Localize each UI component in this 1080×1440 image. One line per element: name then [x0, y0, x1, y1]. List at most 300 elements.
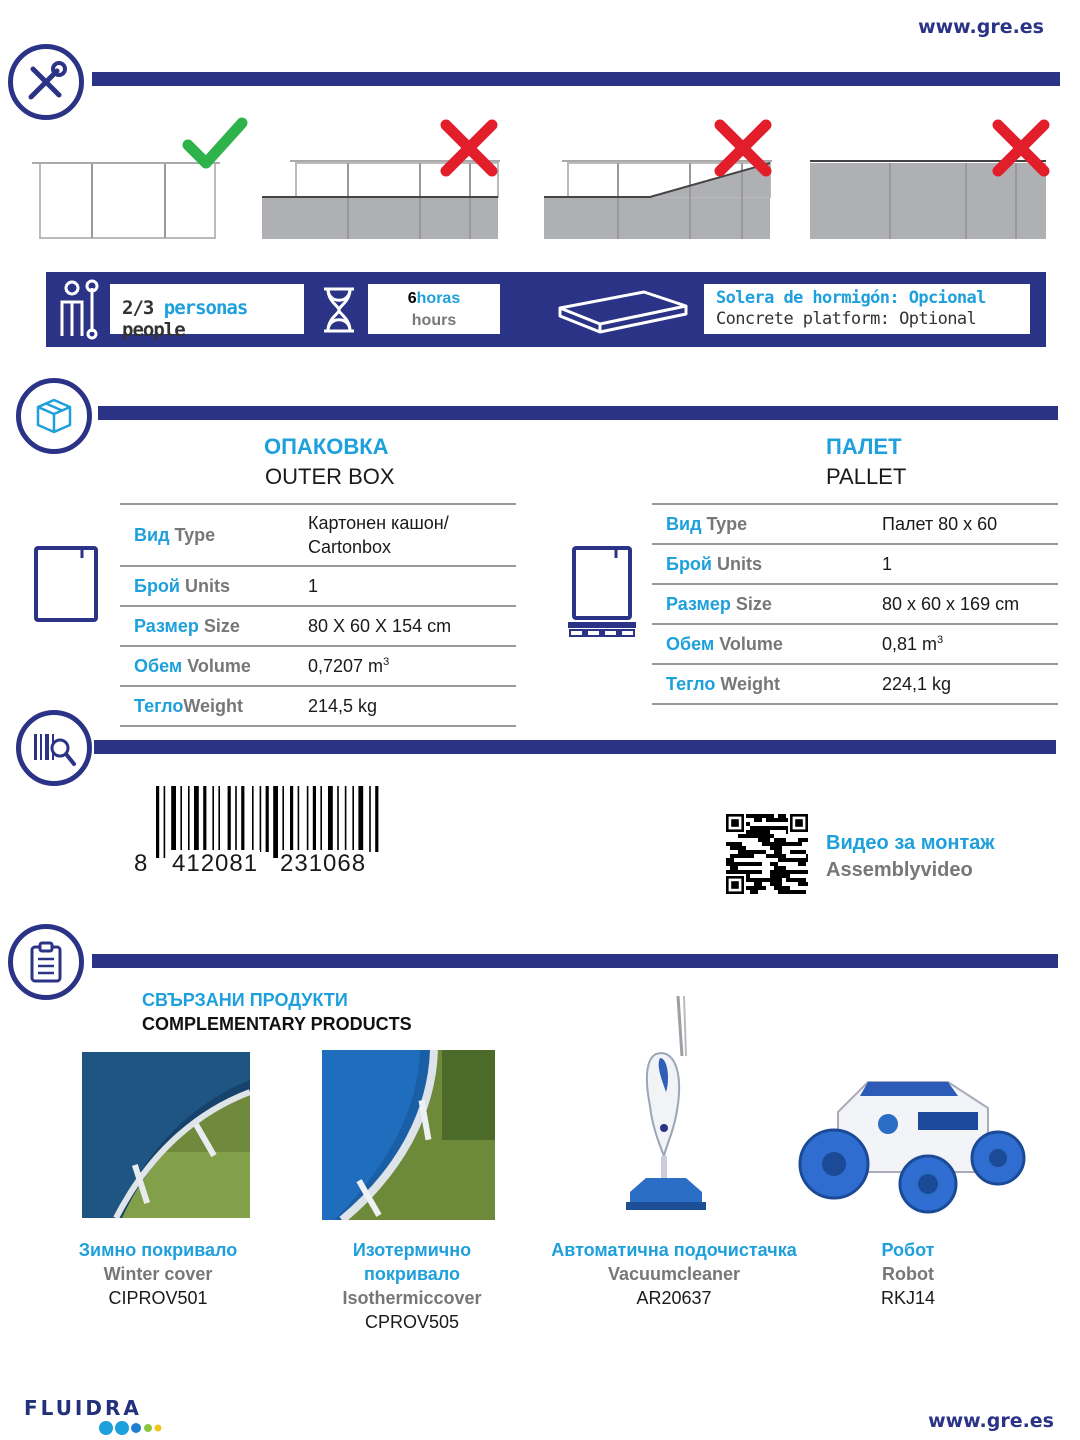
qr-module [798, 850, 802, 854]
row-value-line2: Cartonbox [308, 537, 392, 557]
qr-module [802, 870, 806, 874]
qr-module [798, 878, 802, 882]
qr-module [770, 818, 774, 822]
barcode-bar [171, 786, 176, 852]
qr-module [750, 834, 754, 838]
qr-module [738, 834, 742, 838]
qr-module [750, 878, 754, 882]
qr-module [782, 870, 786, 874]
table-row: Обем Volume 0,81 $m^3$ [652, 624, 1058, 664]
website-url-bottom[interactable]: www.gre.es [928, 1410, 1054, 1432]
qr-module [782, 874, 786, 878]
qr-module [802, 838, 806, 842]
qr-module [742, 834, 746, 838]
qr-module [730, 870, 734, 874]
qr-module [778, 866, 782, 870]
qr-module [762, 886, 766, 890]
qr-module [798, 882, 802, 886]
qr-module [730, 846, 734, 850]
qr-module [798, 858, 802, 862]
qr-module [750, 854, 754, 858]
qr-module [806, 854, 808, 858]
product-name-en: Isothermiccover [342, 1288, 482, 1308]
product-name-en: Vacuumcleaner [607, 1264, 741, 1284]
clipboard-icon [8, 924, 84, 1000]
qr-module [766, 826, 770, 830]
qr-module [762, 834, 766, 838]
qr-module [746, 814, 750, 818]
row-key-en: Type [174, 524, 216, 545]
qr-module [746, 834, 750, 838]
table-row [120, 504, 516, 566]
qr-module [734, 842, 738, 846]
qr-module [746, 830, 750, 834]
workers-icon [56, 278, 102, 340]
related-title-en: COMPLEMENTARY PRODUCTS [142, 1014, 412, 1034]
qr-module [734, 866, 738, 870]
qr-module [794, 850, 798, 854]
barcode-bar [228, 786, 231, 852]
qr-module [782, 818, 786, 822]
product-vacuum-cleaner[interactable] [540, 1238, 808, 1310]
qr-module [758, 826, 762, 830]
platform-box [704, 284, 1030, 334]
qr-module [734, 862, 738, 866]
qr-module [730, 842, 734, 846]
qr-module [806, 838, 808, 842]
video-label-bg[interactable]: Видео за монтаж [826, 832, 995, 854]
qr-module [730, 862, 734, 866]
qr-module [770, 874, 774, 878]
qr-module [774, 862, 778, 866]
qr-module [790, 842, 794, 846]
pallet-icon [566, 546, 638, 638]
qr-module [754, 814, 758, 818]
qr-module [794, 858, 798, 862]
qr-module [774, 854, 778, 858]
qr-module [731, 881, 739, 889]
pool-on-slope [544, 125, 772, 239]
people-label-en: people [122, 319, 185, 341]
platform-label-en: Concrete platform: Optional [716, 309, 977, 329]
qr-module [798, 862, 802, 866]
row-value: 1 [294, 566, 516, 606]
qr-module [750, 886, 754, 890]
time-count: 6 [407, 290, 417, 307]
barcode-search-icon [16, 710, 92, 786]
qr-module [770, 826, 774, 830]
qr-module [738, 842, 742, 846]
qr-module [778, 882, 782, 886]
qr-module [746, 862, 750, 866]
product-code: CIPROV501 [108, 1288, 208, 1308]
qr-module [750, 814, 754, 818]
table-row: Вид Type Палет 80 x 60 [652, 504, 1058, 544]
row-value: 80 x 60 x 169 cm [868, 584, 1058, 624]
qr-module [778, 870, 782, 874]
qr-module [774, 838, 778, 842]
barcode-bar [328, 786, 333, 852]
qr-module [726, 858, 730, 862]
qr-module [778, 850, 782, 854]
qr-module [795, 819, 803, 827]
qr-module [770, 834, 774, 838]
barcode-bar [290, 786, 293, 852]
qr-module [802, 862, 806, 866]
product-name-bg: Автоматична подочистачка [551, 1240, 797, 1260]
qr-module [770, 878, 774, 882]
product-name-bg: Зимно покривало [78, 1240, 238, 1260]
row-value: 214,5 kg [294, 686, 516, 726]
qr-module [766, 854, 770, 858]
qr-module [754, 818, 758, 822]
qr-module [758, 886, 762, 890]
people-label-es: personas [163, 297, 248, 319]
qr-module [734, 870, 738, 874]
qr-module [766, 834, 770, 838]
platform-label-es: Solera de hormigón: Opcional [716, 288, 986, 308]
barcode-bar [298, 786, 300, 852]
qr-module [734, 846, 738, 850]
barcode-bar [273, 786, 278, 858]
barcode-bar [358, 786, 363, 852]
barcode-bar [337, 786, 339, 852]
qr-module [754, 862, 758, 866]
barcode-bar [266, 786, 269, 852]
row-value: 224,1 kg [868, 664, 1058, 704]
qr-module [782, 854, 786, 858]
qr-module [754, 850, 758, 854]
qr-module [766, 814, 770, 818]
qr-module [742, 854, 746, 858]
qr-module [798, 838, 802, 842]
fluidra-logo: FLUIDRA [24, 1396, 168, 1436]
qr-module [758, 878, 762, 882]
product-name-bg-2: покривало [364, 1264, 460, 1284]
barcode-bar [260, 786, 262, 852]
qr-module [750, 850, 754, 854]
qr-module [738, 846, 742, 850]
barcode-digits-left: 412081 [172, 850, 259, 877]
pool-fully-buried [810, 125, 1046, 239]
qr-module [786, 874, 790, 878]
qr-module [774, 850, 778, 854]
qr-module [734, 854, 738, 858]
qr-module [778, 838, 782, 842]
tools-icon [8, 44, 84, 120]
qr-module [786, 842, 790, 846]
row-key-bg: Вид [134, 524, 170, 545]
outer-box-title: ОПАКОВКА [264, 434, 389, 459]
qr-module [774, 886, 778, 890]
qr-module [778, 890, 782, 894]
qr-module [766, 878, 770, 882]
barcode-bar [156, 786, 159, 858]
qr-module [778, 874, 782, 878]
barcode-bar [352, 786, 354, 852]
qr-module [754, 826, 758, 830]
qr-module [794, 870, 798, 874]
qr-module [790, 858, 794, 862]
qr-module [790, 878, 794, 882]
row-value: 1 [868, 544, 1058, 584]
video-label-en[interactable]: Assemblyvideo [826, 859, 973, 881]
qr-module [758, 838, 762, 842]
barcode-bar [180, 786, 182, 852]
qr-module [802, 878, 806, 882]
qr-module [802, 882, 806, 886]
qr-module [742, 862, 746, 866]
section-divider-install [92, 72, 1060, 86]
qr-module [746, 870, 750, 874]
qr-module [766, 842, 770, 846]
qr-module [742, 846, 746, 850]
qr-module [754, 890, 758, 894]
product-code: CPROV505 [364, 1312, 460, 1332]
qr-module [758, 830, 762, 834]
qr-module [774, 842, 778, 846]
qr-module [754, 882, 758, 886]
table-row: Размер Size 80 X 60 X 154 cm [120, 606, 516, 646]
barcode-bar [218, 786, 220, 852]
barcode-bar [252, 786, 254, 852]
qr-module [770, 870, 774, 874]
row-value: Картонен кашон/ [308, 513, 449, 533]
concrete-slab-icon [556, 284, 690, 334]
table-row: Обем Volume 0,7207 $m^3$ [120, 646, 516, 686]
qr-module [726, 842, 730, 846]
qr-module [758, 862, 762, 866]
time-label-es: horas [416, 290, 461, 307]
check-icon [188, 123, 242, 163]
barcode-bar [282, 786, 284, 858]
qr-module [802, 850, 806, 854]
row-value: 0,81 m [882, 633, 938, 654]
qr-module [746, 878, 750, 882]
barcode-bar [212, 786, 214, 852]
qr-module [758, 814, 762, 818]
qr-module [738, 854, 742, 858]
pool-robot-image[interactable] [798, 1072, 1028, 1216]
qr-module [762, 838, 766, 842]
isothermic-cover-image[interactable] [322, 1050, 495, 1220]
qr-module [782, 858, 786, 862]
qr-module [742, 870, 746, 874]
product-name-bg: Робот [881, 1240, 935, 1260]
qr-module [754, 878, 758, 882]
qr-module [766, 830, 770, 834]
people-box [110, 284, 304, 341]
qr-module [746, 886, 750, 890]
qr-module [746, 854, 750, 858]
qr-module [782, 814, 786, 818]
qr-module [778, 858, 782, 862]
qr-module [746, 850, 750, 854]
box-icon [16, 378, 92, 454]
pool-placement-diagram [30, 115, 1070, 245]
qr-module [750, 830, 754, 834]
qr-module [778, 854, 782, 858]
qr-module [806, 870, 808, 874]
qr-module [774, 882, 778, 886]
qr-module [770, 854, 774, 858]
qr-module [806, 858, 808, 862]
qr-module [806, 882, 808, 886]
barcode-bar [241, 786, 244, 852]
qr-module [762, 826, 766, 830]
qr-module [774, 818, 778, 822]
qr-module [750, 890, 754, 894]
qr-module [770, 882, 774, 886]
qr-module [770, 862, 774, 866]
qr-module [798, 842, 802, 846]
qr-module [766, 818, 770, 822]
qr-module [766, 838, 770, 842]
qr-module [726, 870, 730, 874]
product-winter-cover[interactable] [68, 1238, 248, 1310]
outer-box-table [120, 503, 516, 727]
qr-module [774, 846, 778, 850]
row-value: Палет 80 x 60 [868, 504, 1058, 544]
barcode-bar [345, 786, 347, 852]
winter-cover-image[interactable] [82, 1052, 250, 1218]
barcode-digit-first: 8 [134, 850, 149, 877]
qr-module [782, 842, 786, 846]
carton-box-icon [34, 546, 98, 624]
qr-module [770, 846, 774, 850]
qr-module [802, 890, 806, 894]
qr-module [730, 858, 734, 862]
qr-module [798, 870, 802, 874]
qr-module [770, 814, 774, 818]
qr-module [770, 842, 774, 846]
pallet-subtitle: PALLET [826, 464, 907, 489]
product-name-en: Winter cover [103, 1264, 213, 1284]
website-url-top[interactable]: www.gre.es [918, 16, 1044, 38]
outer-box-subtitle: OUTER BOX [265, 464, 395, 489]
related-title-bg: СВЪРЗАНИ ПРОДУКТИ [142, 990, 348, 1010]
qr-module [758, 818, 762, 822]
qr-module [778, 878, 782, 882]
qr-module [738, 850, 742, 854]
qr-module [802, 858, 806, 862]
qr-module [762, 814, 766, 818]
time-label-en: hours [411, 312, 457, 329]
qr-module [790, 850, 794, 854]
qr-module [778, 846, 782, 850]
pallet-table [652, 503, 1058, 705]
qr-module [754, 830, 758, 834]
product-robot[interactable] [848, 1238, 968, 1310]
qr-module [750, 862, 754, 866]
barcode-bar [164, 786, 166, 858]
qr-module [782, 886, 786, 890]
qr-module [758, 850, 762, 854]
qr-module [754, 834, 758, 838]
qr-module [782, 890, 786, 894]
time-box [368, 284, 500, 334]
qr-module [758, 870, 762, 874]
product-name-bg-1: Изотермично [352, 1240, 472, 1260]
qr-module [778, 826, 782, 830]
qr-module [786, 858, 790, 862]
qr-module [778, 818, 782, 822]
install-info-banner [46, 272, 1046, 347]
qr-module [746, 874, 750, 878]
qr-module [750, 826, 754, 830]
qr-module [774, 878, 778, 882]
qr-module [794, 890, 798, 894]
qr-module [778, 814, 782, 818]
qr-module [730, 854, 734, 858]
qr-module [790, 890, 794, 894]
ean-barcode [134, 786, 384, 880]
product-code: RKJ14 [880, 1288, 936, 1308]
qr-module [762, 842, 766, 846]
qr-module [754, 870, 758, 874]
qr-module [742, 850, 746, 854]
qr-module [782, 866, 786, 870]
qr-module [758, 834, 762, 838]
qr-module [730, 866, 734, 870]
row-value: 0,7207 m [308, 655, 384, 676]
qr-module [738, 870, 742, 874]
people-count: 2/3 [122, 297, 154, 319]
pool-half-buried [262, 125, 500, 239]
qr-module [786, 886, 790, 890]
hourglass-icon [320, 286, 358, 334]
barcode-bar [235, 786, 237, 852]
barcode-bar [188, 786, 190, 852]
qr-module [782, 838, 786, 842]
qr-module [750, 870, 754, 874]
barcode-bar [307, 786, 309, 852]
barcode-bar [194, 786, 199, 852]
qr-module [762, 830, 766, 834]
table-row: Брой Units 1 [120, 566, 516, 606]
barcode-bar [369, 786, 371, 852]
qr-module [746, 822, 750, 826]
qr-code[interactable] [726, 814, 808, 894]
qr-module [774, 866, 778, 870]
product-code: AR20637 [636, 1288, 712, 1308]
qr-module [794, 842, 798, 846]
qr-module [798, 890, 802, 894]
pool-on-flat-ground [32, 123, 242, 238]
section-divider-related [92, 954, 1058, 968]
qr-module [786, 890, 790, 894]
section-divider-codes [94, 740, 1056, 754]
qr-module [774, 874, 778, 878]
qr-module [762, 878, 766, 882]
qr-module [790, 870, 794, 874]
table-row: Размер Size 80 x 60 x 169 cm [652, 584, 1058, 624]
qr-module [738, 862, 742, 866]
qr-module [778, 842, 782, 846]
qr-module [754, 886, 758, 890]
product-isothermic-cover[interactable] [322, 1238, 502, 1334]
qr-module [726, 862, 730, 866]
qr-module [786, 870, 790, 874]
barcode-bars [134, 786, 384, 858]
qr-module [731, 819, 739, 827]
fluidra-dots-icon [98, 1420, 168, 1436]
qr-module [778, 886, 782, 890]
qr-module [774, 826, 778, 830]
qr-module [762, 850, 766, 854]
qr-module [758, 882, 762, 886]
vacuum-cleaner-image[interactable] [616, 996, 716, 1218]
